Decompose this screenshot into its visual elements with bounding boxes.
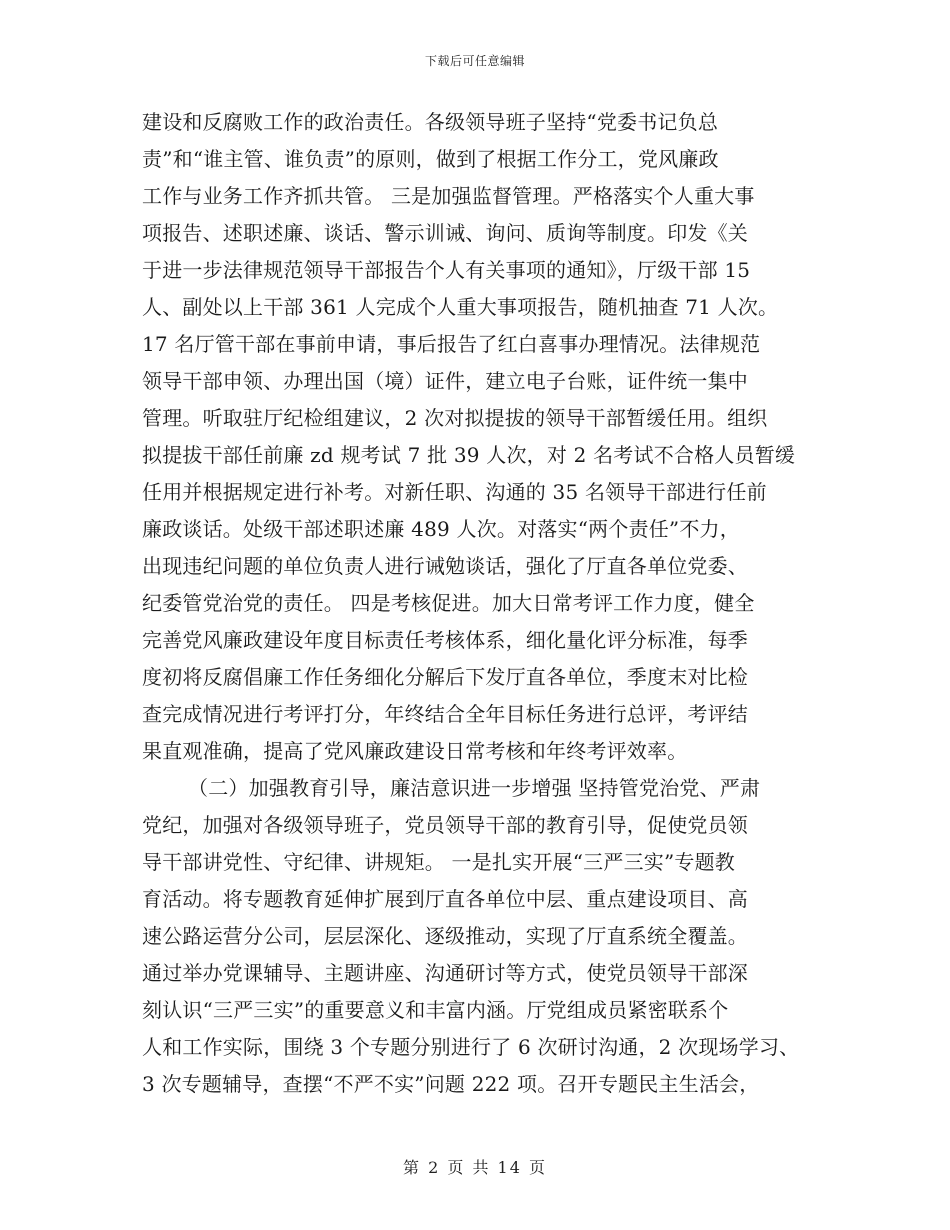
text-line: 导干部讲党性、守纪律、讲规矩。 一是扎实开展“三严三实”专题教 [142,850,736,874]
text-line: 拟提拔干部任前廉 zd 规考试 7 批 39 人次，对 2 名考试不合格人员暂缓 [142,443,796,467]
text-line: 育活动。将专题教育延伸扩展到厅直各单位中层、重点建设项目、高 [142,887,748,911]
text-line: 查完成情况进行考评打分，年终结合全年目标任务进行总评，考评结 [142,702,748,726]
text-line: 人和工作实际，围绕 3 个专题分别进行了 6 次研讨沟通，2 次现场学习、 [142,1035,800,1059]
text-line: 果直观准确，提高了党风廉政建设日常考核和年终考评效率。 [142,739,688,763]
text-line: 纪委管党治党的责任。 四是考核促进。加大日常考评工作力度，健全 [142,591,755,615]
text-line: 任用并根据规定进行补考。对新任职、沟通的 35 名领导干部进行任前 [142,480,767,504]
text-line: 建设和反腐败工作的政治责任。各级领导班子坚持“党委书记负总 [142,110,719,134]
text-line: 17 名厅管干部在事前申请，事后报告了红白喜事办理情况。法律规范 [142,332,761,356]
text-line: 人、副处以上干部 361 人完成个人重大事项报告，随机抽查 71 人次。 [142,295,779,319]
text-line: 完善党风廉政建设年度目标责任考核体系，细化量化评分标准，每季 [142,628,748,652]
text-line: 速公路运营分公司，层层深化、逐级推动，实现了厅直系统全覆盖。 [142,924,748,948]
text-line: 于进一步法律规范领导干部报告个人有关事项的通知》，厅级干部 15 [142,258,751,282]
text-line: 工作与业务工作齐抓共管。 三是加强监督管理。严格落实个人重大事 [142,184,755,208]
text-line: 出现违纪问题的单位负责人进行诫勉谈话，强化了厅直各单位党委、 [142,554,748,578]
section-heading-line: （二）加强教育引导，廉洁意识进一步增强 坚持管党治党、严肃 [188,776,761,800]
text-line: 度初将反腐倡廉工作任务细化分解后下发厅直各单位，季度末对比检 [142,665,748,689]
text-line: 项报告、述职述廉、谈话、警示训诫、询问、质询等制度。印发《关 [142,221,748,245]
text-line: 管理。听取驻厅纪检组建议，2 次对拟提拔的领导干部暂缓任用。组织 [142,406,768,430]
text-line: 通过举办党课辅导、主题讲座、沟通研讨等方式，使党员领导干部深 [142,961,748,985]
text-line: 领导干部申领、办理出国（境）证件，建立电子台账，证件统一集中 [142,369,748,393]
text-line: 3 次专题辅导，查摆“不严不实”问题 222 项。召开专题民主生活会， [142,1072,760,1096]
document-body [142,104,832,1103]
text-line: 责”和“谁主管、谁负责”的原则，做到了根据工作分工，党风廉政 [142,147,719,171]
page-number-footer: 第 2 页 共 14 页 [403,1158,547,1177]
text-line: 刻认识“三严三实”的重要意义和丰富内涵。厅党组成员紧密联系个 [142,998,729,1022]
text-line: 廉政谈话。处级干部述职述廉 489 人次。对落实“两个责任”不力， [142,517,740,541]
text-line: 党纪，加强对各级领导班子，党员领导干部的教育引导，促使党员领 [142,813,748,837]
page-header-note: 下载后可任意编辑 [424,54,525,68]
